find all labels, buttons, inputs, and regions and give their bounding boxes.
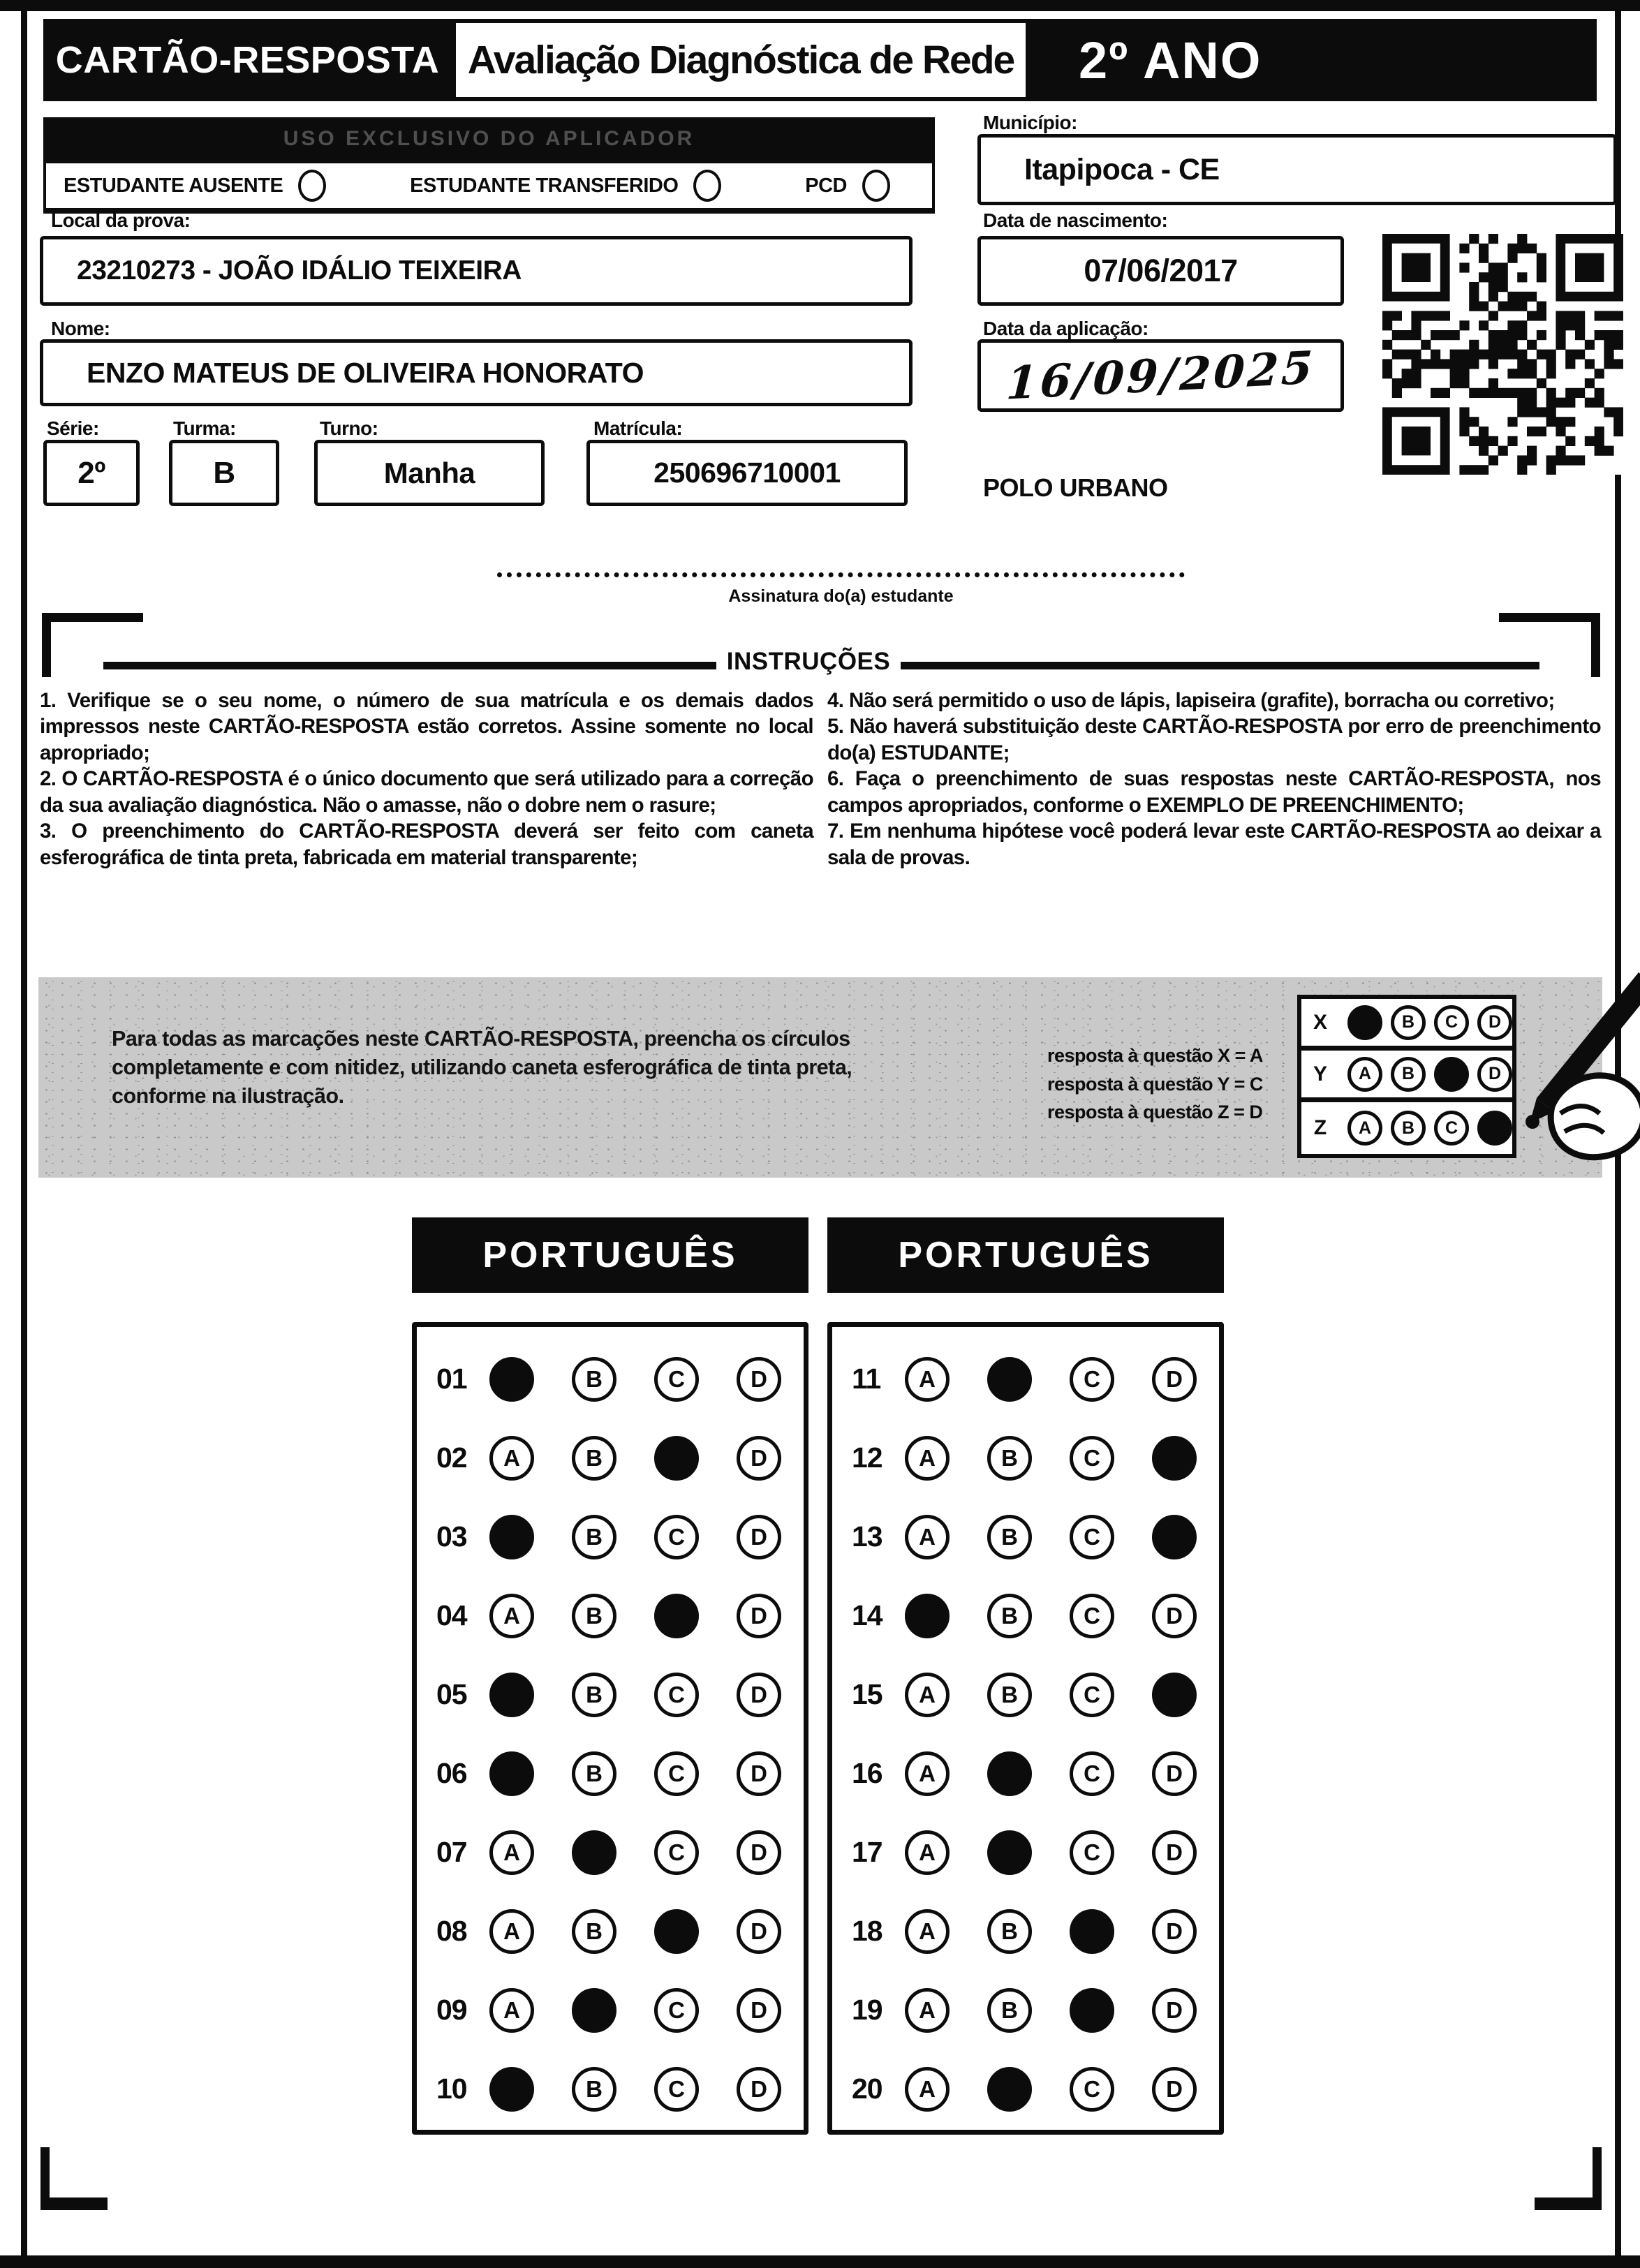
nome-label: Nome: [51,318,110,339]
question-number: 02 [436,1441,467,1474]
bubble-15-C[interactable]: C [1070,1673,1114,1717]
instructions-right-column [827,688,1601,870]
instruction-5: 5. Não haverá substituição deste CARTÃO-RESPOSTA por erro de preenchimento do(a) ESTUDANTE; [827,715,1601,764]
aplicacao-field[interactable] [977,339,1344,412]
bubble-03-A[interactable] [489,1515,534,1559]
bubble-02-D[interactable]: D [737,1436,781,1481]
crop-mark-bottom-right [1535,2197,1602,2210]
card-title: CARTÃO-RESPOSTA [55,39,440,81]
turno-value: Manha [383,456,475,489]
matricula-label: Matrícula: [593,417,683,439]
pcd-bubble[interactable] [862,170,890,202]
bubble-06-B[interactable]: B [572,1751,616,1796]
question-number: 05 [436,1678,467,1710]
turma-label: Turma: [173,417,236,439]
question-row-02 [417,1418,804,1497]
example-legend-y: resposta à questão Y = C [1047,1073,1263,1095]
grade-label: 2º ANO [1079,31,1262,89]
assessment-title: Avaliação Diagnóstica de Rede [467,38,1014,82]
question-number: 20 [852,2073,882,2105]
example-row-Z [1301,1102,1512,1154]
instructions-left-column [40,688,813,870]
municipio-field [977,134,1617,205]
nascimento-value: 07/06/2017 [1084,253,1238,288]
bubble-10-C[interactable]: C [654,2067,699,2112]
nome-value: ENZO MATEUS DE OLIVEIRA HONORATO [87,356,644,389]
question-number: 08 [436,1915,467,1947]
local-value: 23210273 - JOÃO IDÁLIO TEIXEIRA [77,255,522,286]
polo-label: POLO URBANO [983,473,1168,502]
bubble-01-D[interactable]: D [737,1357,781,1402]
bubble-10-A[interactable] [489,2067,534,2112]
question-row-07 [417,1813,804,1892]
bubble-03-D[interactable]: D [737,1515,781,1559]
nome-field [40,339,913,406]
example-bubble-Y-D: D [1477,1057,1512,1092]
subject-header-1 [412,1217,808,1293]
bubble-09-C[interactable]: C [654,1988,699,2033]
example-legend-x: resposta à questão X = A [1047,1045,1263,1066]
question-row-05 [417,1655,804,1734]
question-number: 10 [436,2073,467,2105]
bubble-13-D[interactable] [1152,1515,1197,1559]
turno-field [314,440,545,506]
assessment-title-box [452,19,1030,101]
question-row-19 [832,1971,1219,2050]
example-row-label: Y [1313,1062,1327,1085]
question-number: 15 [852,1678,882,1710]
bubble-19-B[interactable]: B [987,1988,1032,2033]
bubble-14-C[interactable]: C [1070,1594,1114,1638]
bubble-01-A[interactable] [489,1357,534,1402]
instructions-rule-left [103,662,716,669]
aplicacao-handwritten-value: 16/09/2025 [1005,341,1317,410]
example-bubble-X-B: B [1391,1005,1426,1040]
example-bubble-Z-B: B [1391,1111,1426,1146]
matricula-value: 250696710001 [653,457,841,489]
question-row-14 [832,1576,1219,1655]
question-number: 09 [436,1994,467,2026]
bubble-17-C[interactable]: C [1070,1830,1114,1875]
question-row-04 [417,1576,804,1655]
qr-code [1382,234,1623,475]
transferred-label: ESTUDANTE TRANSFERIDO [410,174,679,197]
bubble-12-D[interactable] [1152,1436,1197,1481]
nascimento-field [977,236,1344,306]
bubble-04-B[interactable]: B [572,1594,616,1638]
page-border-left [21,11,27,2255]
example-legend [1047,1042,1263,1127]
pen-icon [1537,972,1640,1112]
question-number: 03 [436,1520,467,1552]
question-number: 11 [852,1363,881,1395]
page-border-top [0,0,1640,11]
example-text: Para todas as marcações neste CARTÃO-RESPOSTA, preencha os círculos completamente e com nitidez, utilizando caneta esferográfica de tinta preta, conforme na ilustração. [112,1027,852,1109]
bubble-10-B[interactable]: B [572,2067,616,2112]
question-row-11 [832,1340,1219,1418]
bubble-12-C[interactable]: C [1070,1436,1114,1481]
instruction-2: 2. O CARTÃO-RESPOSTA é o único documento que será utilizado para a correção da sua avaliação diagnóstica. Não o amasse, não o dobre nem o rasure; [40,767,813,817]
bubble-02-B[interactable]: B [572,1436,616,1481]
instructions-rule-right [901,662,1539,669]
bubble-08-A[interactable]: A [489,1909,534,1954]
example-bubble-X-A [1347,1005,1382,1040]
serie-field [43,440,140,506]
bubble-20-B[interactable] [987,2067,1032,2112]
subject-title-2: PORTUGUÊS [898,1235,1153,1275]
question-row-20 [832,2050,1219,2128]
example-row-label: Z [1313,1116,1327,1139]
example-row-X [1301,999,1512,1051]
bubble-11-B[interactable] [987,1357,1032,1402]
bubble-11-A[interactable]: A [905,1357,950,1402]
bubble-05-D[interactable]: D [737,1673,781,1717]
bubble-03-B[interactable]: B [572,1515,616,1559]
bubble-13-B[interactable]: B [987,1515,1032,1559]
grade-box [1030,19,1597,101]
signature-caption: Assinatura do(a) estudante [728,586,954,606]
bubble-11-D[interactable]: D [1152,1357,1197,1402]
bubble-04-C[interactable] [654,1594,699,1638]
question-number: 06 [436,1757,467,1789]
question-number: 19 [852,1994,882,2026]
instruction-4: 4. Não será permitido o uso de lápis, lapiseira (grafite), borracha ou corretivo; [827,689,1555,712]
bubble-13-A[interactable]: A [905,1515,950,1559]
question-number: 01 [436,1363,467,1395]
bubble-12-B[interactable]: B [987,1436,1032,1481]
bubble-17-A[interactable]: A [905,1830,950,1875]
question-number: 12 [852,1441,882,1474]
signature-line[interactable] [497,572,1185,577]
question-row-18 [832,1892,1219,1971]
example-bubble-Z-A: A [1347,1111,1382,1146]
aplicacao-label: Data da aplicação: [983,318,1148,339]
bubble-08-D[interactable]: D [737,1909,781,1954]
bubble-18-A[interactable]: A [905,1909,950,1954]
bubble-07-A[interactable]: A [489,1830,534,1875]
example-band [38,977,1602,1178]
question-row-01 [417,1340,804,1418]
nascimento-label: Data de nascimento: [983,209,1168,231]
question-row-15 [832,1655,1219,1734]
crop-mark-top-right-v [1591,613,1600,677]
local-label: Local da prova: [51,209,191,231]
matricula-field [586,440,908,506]
crop-mark-top-left-v [42,613,51,677]
example-bubble-Z-C: C [1434,1111,1469,1146]
answer-grid-2 [827,1322,1224,2135]
question-number: 14 [852,1599,882,1631]
bubble-16-B[interactable] [987,1751,1032,1796]
applicator-bar-label: USO EXCLUSIVO DO APLICADOR [283,127,695,150]
bubble-14-A[interactable] [905,1594,950,1638]
bubble-19-A[interactable]: A [905,1988,950,2033]
bubble-20-D[interactable]: D [1152,2067,1197,2112]
instructions-title: INSTRUÇÕES [726,648,891,675]
bubble-02-C[interactable] [654,1436,699,1481]
status-item-transferred [410,170,721,202]
bubble-06-C[interactable]: C [654,1751,699,1796]
absent-label: ESTUDANTE AUSENTE [64,174,283,197]
crop-mark-bottom-left [40,2197,108,2210]
example-row-Y [1301,1051,1512,1102]
bubble-04-D[interactable]: D [737,1594,781,1638]
bubble-19-D[interactable]: D [1152,1988,1197,2033]
question-number: 13 [852,1520,882,1552]
bubble-09-D[interactable]: D [737,1988,781,2033]
question-number: 04 [436,1599,467,1631]
example-bubble-Y-B: B [1391,1057,1426,1092]
municipio-label: Município: [983,112,1077,133]
card-title-box [43,19,452,101]
bubble-18-B[interactable]: B [987,1909,1032,1954]
status-item-pcd [805,170,890,202]
question-row-16 [832,1734,1219,1813]
bubble-09-A[interactable]: A [489,1988,534,2033]
turno-label: Turno: [320,417,378,439]
bubble-16-C[interactable]: C [1070,1751,1114,1796]
absent-bubble[interactable] [298,170,326,202]
question-row-03 [417,1497,804,1576]
bubble-18-D[interactable]: D [1152,1909,1197,1954]
bubble-05-B[interactable]: B [572,1673,616,1717]
instruction-7: 7. Em nenhuma hipótese você poderá levar este CARTÃO-RESPOSTA ao deixar a sala de provas. [827,820,1601,869]
local-field [40,236,913,306]
question-number: 07 [436,1836,467,1868]
question-row-13 [832,1497,1219,1576]
bubble-07-D[interactable]: D [737,1830,781,1875]
applicator-bar [43,117,935,161]
question-row-06 [417,1734,804,1813]
municipio-value: Itapipoca - CE [1024,152,1220,186]
bubble-15-A[interactable]: A [905,1673,950,1717]
question-row-10 [417,2050,804,2128]
bubble-08-B[interactable]: B [572,1909,616,1954]
bubble-06-D[interactable]: D [737,1751,781,1796]
instruction-3: 3. O preenchimento do CARTÃO-RESPOSTA deverá ser feito com caneta esferográfica de tinta preta, fabricada em material transparente; [40,820,813,869]
bubble-07-B[interactable] [572,1830,616,1875]
pcd-label: PCD [805,174,847,197]
question-row-08 [417,1892,804,1971]
subject-title-1: PORTUGUÊS [482,1235,738,1275]
bubble-20-A[interactable]: A [905,2067,950,2112]
example-bubble-Z-D [1477,1111,1512,1146]
status-row [43,161,935,214]
example-bubble-Y-C [1434,1057,1469,1092]
page-border-bottom [0,2255,1640,2268]
turma-field [169,440,279,506]
bubble-07-C[interactable]: C [654,1830,699,1875]
turma-value: B [213,455,235,490]
question-row-17 [832,1813,1219,1892]
example-bubble-Y-A: A [1347,1057,1382,1092]
bubble-20-C[interactable]: C [1070,2067,1114,2112]
bubble-06-A[interactable] [489,1751,534,1796]
crop-mark-top-right [1499,613,1600,622]
bubble-14-B[interactable]: B [987,1594,1032,1638]
bubble-01-C[interactable]: C [654,1357,699,1402]
instruction-1: 1. Verifique se o seu nome, o número de sua matrícula e os demais dados impressos neste CARTÃO-RESPOSTA estão corretos. Assine somente no local apropriado; [40,689,813,764]
bubble-09-B[interactable] [572,1988,616,2033]
bubble-17-D[interactable]: D [1152,1830,1197,1875]
bubble-17-B[interactable] [987,1830,1032,1875]
subject-header-2 [827,1217,1224,1293]
answer-grid-1 [412,1322,808,2135]
bubble-05-C[interactable]: C [654,1673,699,1717]
crop-mark-top-left [42,613,143,622]
example-legend-z: resposta à questão Z = D [1047,1102,1263,1122]
example-bubble-X-D: D [1477,1005,1512,1040]
bubble-04-A[interactable]: A [489,1594,534,1638]
question-number: 18 [852,1915,882,1947]
bubble-15-B[interactable]: B [987,1673,1032,1717]
question-row-12 [832,1418,1219,1497]
question-row-09 [417,1971,804,2050]
question-number: 17 [852,1836,882,1868]
bubble-01-B[interactable]: B [572,1357,616,1402]
serie-value: 2º [77,455,105,490]
example-row-label: X [1313,1010,1327,1034]
bubble-11-C[interactable]: C [1070,1357,1114,1402]
status-item-absent [64,170,326,202]
instruction-6: 6. Faça o preenchimento de suas respostas neste CARTÃO-RESPOSTA, nos campos apropriados, conforme o EXEMPLO DE PREENCHIMENTO; [827,767,1601,817]
bubble-14-D[interactable]: D [1152,1594,1197,1638]
question-number: 16 [852,1757,882,1789]
bubble-18-C[interactable] [1070,1909,1114,1954]
bubble-03-C[interactable]: C [654,1515,699,1559]
bubble-13-C[interactable]: C [1070,1515,1114,1559]
bubble-12-A[interactable]: A [905,1436,950,1481]
bubble-15-D[interactable] [1152,1673,1197,1717]
bubble-16-A[interactable]: A [905,1751,950,1796]
bubble-05-A[interactable] [489,1673,534,1717]
example-grid [1297,995,1516,1158]
bubble-10-D[interactable]: D [737,2067,781,2112]
serie-label: Série: [47,417,99,439]
example-bubble-X-C: C [1434,1005,1469,1040]
transferred-bubble[interactable] [693,170,721,202]
bubble-02-A[interactable]: A [489,1436,534,1481]
bubble-16-D[interactable]: D [1152,1751,1197,1796]
bubble-08-C[interactable] [654,1909,699,1954]
hand-icon [1551,1076,1640,1157]
bubble-19-C[interactable] [1070,1988,1114,2033]
